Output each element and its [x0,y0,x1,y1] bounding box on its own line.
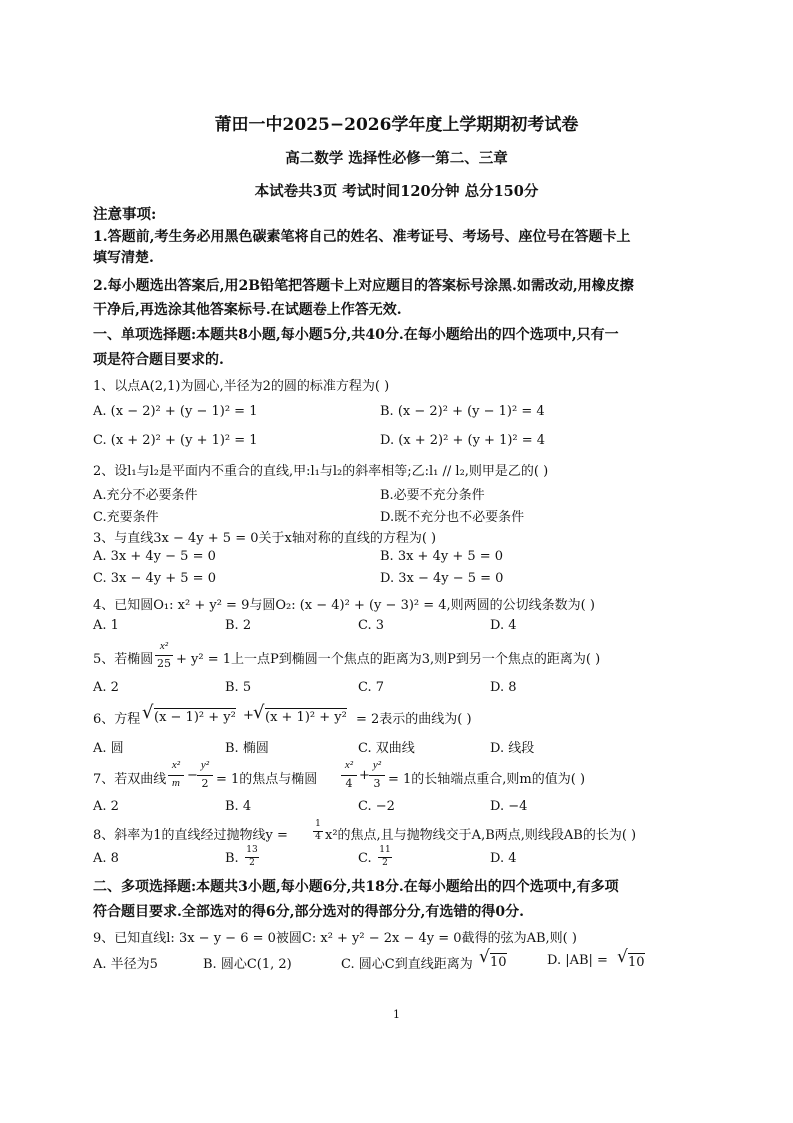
question-3-option-a: A. 3x + 4y − 5 = 0 [93,549,216,564]
question-7-fraction-2-denominator: 2 [201,777,209,790]
section-2-heading-line-1: 二、多项选择题:本题共3小题,每小题6分,共18分.在每小题给出的四个选项中,有多项 [93,879,619,895]
question-7-option-c: C. −2 [358,799,395,814]
question-7-middle: = 1的焦点与椭圆 [216,772,318,787]
question-8-option-b-numerator: 13 [246,845,258,855]
question-5-suffix: + y² = 1上一点P到椭圆一个焦点的距离为3,则P到另一个焦点的距离为( ) [176,652,601,667]
question-8-fraction-denominator: 4 [315,832,321,842]
question-7-minus: − [187,768,198,783]
section-2-heading-line-2: 符合题目要求.全部选对的得6分,部分选对的得部分分,有选错的得0分. [93,904,524,920]
question-8-option-a: A. 8 [93,851,119,866]
question-7-fraction-3-numerator: x² [344,759,354,771]
question-1-option-a: A. (x − 2)² + (y − 1)² = 1 [93,404,258,419]
question-6-prefix: 6、方程 [93,712,141,727]
question-6-option-b: B. 椭圆 [225,741,269,756]
question-2-stem: 2、设l₁与l₂是平面内不重合的直线,甲:l₁与l₂的斜率相等;乙:l₁ // l₂,则甲是乙的( ) [93,464,549,479]
question-4-option-c: C. 3 [358,618,385,633]
question-8-fraction-numerator: 1 [315,819,321,829]
sqrt-sign-1: √ [142,702,154,723]
sqrt-sign-2: √ [253,702,265,723]
question-7-fraction-3-bar [341,775,357,776]
question-1-option-d: D. (x + 2)² + (y + 1)² = 4 [380,433,546,448]
exam-subtitle: 高二数学 选择性必修一第二、三章 [285,150,508,167]
question-5-option-c: C. 7 [358,680,385,695]
question-8-option-d: D. 4 [490,851,517,866]
question-9-option-a: A. 半径为5 [93,957,158,972]
question-2-option-d: D.既不充分也不必要条件 [380,510,525,525]
question-6-option-d: D. 线段 [490,741,535,756]
question-2-option-b: B.必要不充分条件 [380,488,485,503]
question-5-prefix: 5、若椭圆 [93,652,154,667]
question-5-option-d: D. 8 [490,680,517,695]
question-6-plus: + [243,708,254,723]
question-9-option-c-radicand: 10 [490,955,507,970]
question-4-stem: 4、已知圆O₁: x² + y² = 9与圆O₂: (x − 4)² + (y − 3)² = 4,则两圆的公切线条数为( ) [93,598,595,613]
question-9-option-d-prefix: D. |AB| = [547,953,608,968]
note-1-line-2: 填写清楚. [93,250,154,266]
question-2-option-a: A.充分不必要条件 [93,488,198,503]
question-5-fraction-denominator: 25 [157,657,171,670]
page-number: 1 [393,1008,400,1021]
question-9-stem: 9、已知直线l: 3x − y − 6 = 0被圆C: x² + y² − 2x − 4y = 0截得的弦为AB,则( ) [93,931,577,946]
question-7-fraction-4-denominator: 3 [373,777,381,790]
question-7-suffix: = 1的长轴端点重合,则m的值为( ) [388,772,586,787]
question-8-option-c-numerator: 11 [379,845,391,855]
question-7-fraction-4-numerator: y² [372,759,382,771]
question-6-option-c: C. 双曲线 [358,741,415,756]
question-3-option-c: C. 3x − 4y + 5 = 0 [93,571,216,586]
question-9-option-d-radicand: 10 [628,955,645,970]
question-4-option-a: A. 1 [93,618,119,633]
question-5-option-a: A. 2 [93,680,119,695]
question-9-option-b: B. 圆心C(1, 2) [203,957,292,972]
sqrt-sign-4: √ [617,947,628,967]
question-9-option-c-prefix: C. 圆心C到直线距离为 [341,957,473,972]
exam-info: 本试卷共3页 考试时间120分钟 总分150分 [254,183,539,200]
question-1-option-b: B. (x − 2)² + (y − 1)² = 4 [380,404,545,419]
notes-heading: 注意事项: [93,206,157,223]
question-7-option-d: D. −4 [490,799,528,814]
question-6-option-a: A. 圆 [93,741,124,756]
question-1-option-c: C. (x + 2)² + (y + 1)² = 1 [93,433,258,448]
question-4-option-d: D. 4 [490,618,517,633]
question-7-fraction-4-bar [369,775,385,776]
question-2-option-c: C.充要条件 [93,510,159,525]
section-1-heading-line-2: 项是符合题目要求的. [93,352,224,368]
question-1-stem: 1、以点A(2,1)为圆心,半径为2的圆的标准方程为( ) [93,379,390,394]
question-7-fraction-1-numerator: x² [171,759,181,771]
question-7-fraction-1-bar [168,775,184,776]
question-8-option-b-denominator: 2 [249,858,255,868]
note-2-line-1: 2.每小题选出答案后,用2B铅笔把答题卡上对应题目的答案标号涂黑.如需改动,用橡皮擦 [93,278,634,294]
question-6-radicand-1: (x − 1)² + y² [154,710,236,725]
question-3-option-d: D. 3x − 4y − 5 = 0 [380,571,504,586]
question-8-prefix: 8、斜率为1的直线经过抛物线y = [93,828,288,843]
sqrt-sign-3: √ [479,947,490,967]
question-7-option-b: B. 4 [225,799,252,814]
question-8-option-c-denominator: 2 [382,858,388,868]
note-1-line-1: 1.答题前,考生务必用黑色碳素笔将自己的姓名、准考证号、考场号、座位号在答题卡上 [93,229,631,245]
question-4-option-b: B. 2 [225,618,252,633]
question-5-fraction-bar [155,655,173,656]
question-7-fraction-3-denominator: 4 [345,777,353,790]
question-7-prefix: 7、若双曲线 [93,772,167,787]
question-8-option-b-label: B. [225,851,239,866]
question-7-fraction-2-numerator: y² [200,759,210,771]
question-5-fraction-numerator: x² [159,640,169,652]
question-3-option-b: B. 3x + 4y + 5 = 0 [380,549,504,564]
question-7-fraction-1-denominator: m [172,777,180,789]
question-8-option-c-label: C. [358,851,372,866]
section-1-heading-line-1: 一、单项选择题:本题共8小题,每小题5分,共40分.在每小题给出的四个选项中,只有一 [93,327,619,343]
question-6-radicand-2: (x + 1)² + y² [265,710,347,725]
note-2-line-2: 干净后,再选涂其他答案标号.在试题卷上作答无效. [93,302,402,318]
question-3-stem: 3、与直线3x − 4y + 5 = 0关于x轴对称的直线的方程为( ) [93,531,437,546]
question-7-option-a: A. 2 [93,799,119,814]
question-8-suffix: x²的焦点,且与抛物线交于A,B两点,则线段AB的长为( ) [325,828,637,843]
question-6-suffix: = 2表示的曲线为( ) [356,712,472,727]
question-7-plus: + [359,768,370,783]
question-5-option-b: B. 5 [225,680,252,695]
question-7-fraction-2-bar [197,775,213,776]
exam-title: 莆田一中2025−2026学年度上学期期初考试卷 [214,115,579,135]
